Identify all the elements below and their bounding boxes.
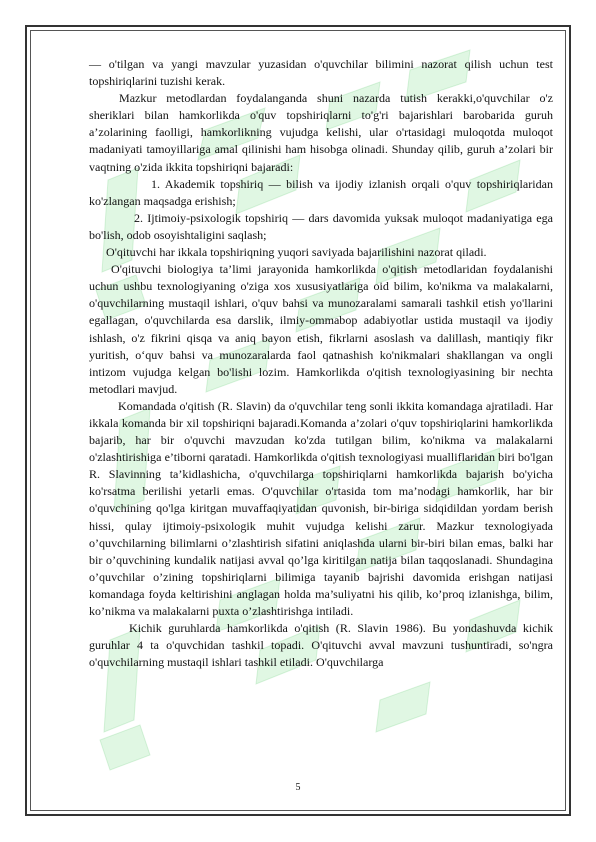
paragraph-5: O'qituvchi har ikkala topshiriqning yuqori saviyada bajarilishini nazorat qiladi.	[106, 245, 487, 260]
document-body	[89, 56, 553, 671]
paragraph-7: Komandada o'qitish (R. Slavin) da o'quvchilar teng sonli ikkita komandaga ajratiladi. Har ikkala komanda bir xil topshiriqni bajaradi.Komanda a’zolari o'quv topshiriqlarini hamkorlikda bajarib, har bir o'quvchi mavzudan ko'zda tutilgan bilim, ko'nikma va malakalarni o'zlashtirishiga e’tiborni qaratadi. Hamkorlikda o'qitish texnologiyasi mualliflaridan biri bo'lgan R. Slavinning ta’kidlashicha, o'quvchilarga topshiriqlarni hamkorlikda bajarish bo'yicha ko'rsatma berilishi yetarli emas. O'quvchilar o'rtasida tom ma’nodagi hamkorlik, har bir o'quvchining qo'lga kiritgan muvaffaqiyatidan quvonish, bir-biriga sidqidildan yordam berish hissi, qulay ijtimoiy-psixologik muhit vujudga kelishi zarur. Mazkur texnologiyada o’quvchilarning bilimlarni o’zlashtirish sifatini aniqlashda ularni bir-biri bilan emas, balki har bir o’quvchining kundalik natijasi avval qo’lga kiritilgan natija bilan taqqoslanadi. Shundagina o’quvchilar o’zining topshiriqlarni bilimiga tayanib bajrishi davomida erishgan natijasi komandaga foyda keltirishini anglagan holda ma’suliyatni his qilib, ko’proq izlanishga, bilim, ko’nikma va malakalarni puxta o’zlashtirishga intiladi.	[89, 398, 553, 618]
paragraph-4-list-item-2: 2. Ijtimoiy-psixologik topshiriq — dars davomida yuksak muloqot madaniyatiga ega bo'lish, odob osoyishtaligini saqlash;	[89, 210, 553, 242]
paragraph-2: Mazkur metodlardan foydalanganda shuni nazarda tutish kerakki,o'quvchilar o'z sheriklari bilan hamkorlikda o'quv topshiriqlarni to'g'ri bajarishlari barobarida guruh a’zolarining faolligi, hamkorlikning vujudga kelishi, ular o'rtasidagi muloqotda muloqot madaniyati tamoyillariga amal qilinishi ham hisobga olinadi. Shunday qilib, guruh a’zolari bir vaqtning o'zida ikkita topshiriqni bajaradi:	[89, 91, 553, 174]
page-number: 5	[295, 782, 301, 793]
paragraph-8: Kichik guruhlarda hamkorlikda o'qitish (R. Slavin 1986). Bu yondashuvda kichik guruhlar 4 ta o'quvchidan tashkil topadi. O'qituvchi avval mavzuni tushuntiradi, so'ngra o'quvchilarning mustaqil ishlari tashkil etiladi. O'quvchilarga	[89, 621, 553, 670]
paragraph-1: — o'tilgan va yangi mavzular yuzasidan o'quvchilar bilimini nazorat qilish uchun test topshiriqlarini tuzishi kerak.	[89, 57, 553, 89]
paragraph-3-list-item-1: 1. Akademik topshiriq — bilish va ijodiy izlanish orqali o'quv topshiriqlaridan ko'zlangan maqsadga erishish;	[89, 176, 553, 208]
paragraph-6: O'qituvchi biologiya ta’limi jarayonida hamkorlikda o'qitish metodlaridan foydalanishi uchun ushbu texnologiyaning o'ziga xos xususiyatlariga oid bilim, ko'nikma va malakalarni, o'quvchilarning mustaqil ishlari, o'quv bahsi va munozaralami samarali tashkil etish yo'llarini egallagan, o'quvchilarda esa darslik, ilmiy-ommabop adabiyotlar ustida mustaqil va ijodiy ishlash, o'z fikrini qisqa va aniq bayon etish, fikrlarni asoslash va dalillash, mantiqiy fikr yuritish, o‘quv bahsi va munozaralarda faol qatnashish ko'nikmalari shakllangan va ongli intizom vujudga kelgan bo'lishi lozim. Hamkorlikda o'qitish texnologiyasining bir nechta metodlari mavjud.	[89, 262, 553, 396]
